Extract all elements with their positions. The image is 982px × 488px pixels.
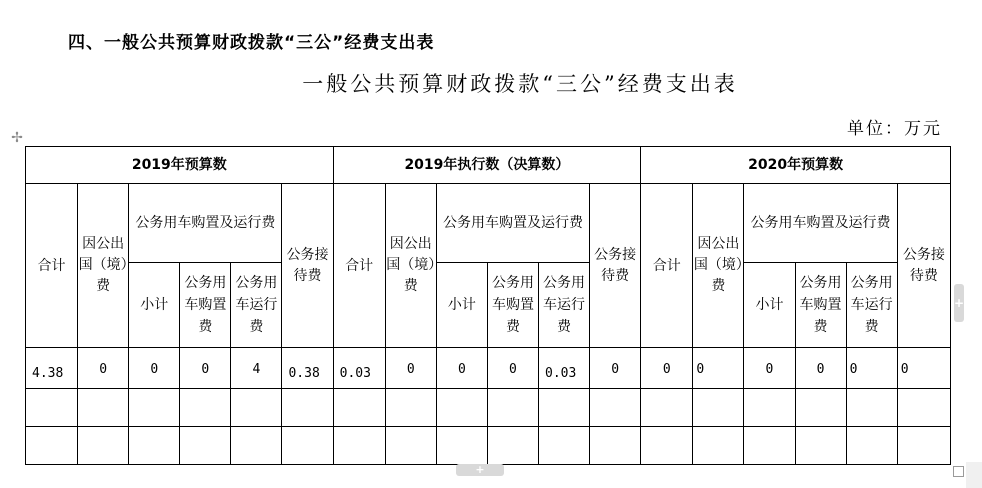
empty-cell[interactable] xyxy=(333,427,385,465)
cell-purchase[interactable]: 0 xyxy=(487,348,538,389)
empty-cell[interactable] xyxy=(744,427,795,465)
empty-cell[interactable] xyxy=(26,389,78,427)
group-header-2019-budget: 2019年预算数 xyxy=(26,147,334,184)
empty-cell[interactable] xyxy=(129,389,180,427)
col-operation: 公务用车运行费 xyxy=(539,263,590,348)
empty-cell[interactable] xyxy=(539,427,590,465)
empty-cell[interactable] xyxy=(693,427,744,465)
empty-cell[interactable] xyxy=(539,389,590,427)
empty-cell[interactable] xyxy=(590,389,641,427)
col-reception: 公务接待费 xyxy=(282,184,333,348)
empty-cell[interactable] xyxy=(333,389,385,427)
empty-cell[interactable] xyxy=(487,427,538,465)
cell-abroad[interactable]: 0 xyxy=(78,348,129,389)
col-purchase: 公务用车购置费 xyxy=(795,263,846,348)
col-operation: 公务用车运行费 xyxy=(231,263,282,348)
group-header-2020-budget: 2020年预算数 xyxy=(641,147,951,184)
add-row-handle-icon[interactable]: + xyxy=(456,464,504,476)
col-subtotal: 小计 xyxy=(744,263,795,348)
table-row xyxy=(26,389,951,427)
col-abroad: 因公出国（境）费 xyxy=(78,184,129,348)
column-subheader-row xyxy=(26,263,951,348)
empty-cell[interactable] xyxy=(897,427,950,465)
cell-total[interactable]: 4.38 xyxy=(26,348,78,389)
empty-cell[interactable] xyxy=(231,389,282,427)
empty-cell[interactable] xyxy=(26,427,78,465)
col-reception: 公务接待费 xyxy=(897,184,950,348)
cell-operation[interactable]: 4 xyxy=(231,348,282,389)
cell-operation[interactable]: 0 xyxy=(846,348,897,389)
col-vehicle: 公务用车购置及运行费 xyxy=(744,184,897,263)
empty-cell[interactable] xyxy=(282,427,333,465)
empty-cell[interactable] xyxy=(78,427,129,465)
col-vehicle: 公务用车购置及运行费 xyxy=(436,184,589,263)
cell-subtotal[interactable]: 0 xyxy=(436,348,487,389)
col-reception: 公务接待费 xyxy=(590,184,641,348)
empty-cell[interactable] xyxy=(846,389,897,427)
section-heading: 四、一般公共预算财政拨款“三公”经费支出表 xyxy=(68,33,435,53)
cell-abroad[interactable]: 0 xyxy=(385,348,436,389)
col-purchase: 公务用车购置费 xyxy=(487,263,538,348)
empty-cell[interactable] xyxy=(693,389,744,427)
cell-reception[interactable]: 0 xyxy=(897,348,950,389)
group-header-2019-actual: 2019年执行数（决算数） xyxy=(333,147,641,184)
empty-cell[interactable] xyxy=(385,427,436,465)
empty-cell[interactable] xyxy=(129,427,180,465)
col-total: 合计 xyxy=(641,184,693,348)
table-move-handle-icon[interactable]: ✢ xyxy=(11,130,23,146)
empty-cell[interactable] xyxy=(641,389,693,427)
column-header-row xyxy=(26,184,951,263)
empty-cell[interactable] xyxy=(795,427,846,465)
cell-reception[interactable]: 0.38 xyxy=(282,348,333,389)
cell-abroad[interactable]: 0 xyxy=(693,348,744,389)
col-subtotal: 小计 xyxy=(436,263,487,348)
empty-cell[interactable] xyxy=(744,389,795,427)
table-row xyxy=(26,348,951,389)
cell-total[interactable]: 0.03 xyxy=(333,348,385,389)
three-public-expenses-table xyxy=(25,146,951,465)
col-abroad: 因公出国（境）费 xyxy=(693,184,744,348)
empty-cell[interactable] xyxy=(641,427,693,465)
empty-cell[interactable] xyxy=(897,389,950,427)
empty-cell[interactable] xyxy=(231,427,282,465)
col-vehicle: 公务用车购置及运行费 xyxy=(129,184,282,263)
empty-cell[interactable] xyxy=(385,389,436,427)
cell-operation[interactable]: 0.03 xyxy=(539,348,590,389)
col-operation: 公务用车运行费 xyxy=(846,263,897,348)
empty-cell[interactable] xyxy=(846,427,897,465)
empty-cell[interactable] xyxy=(487,389,538,427)
col-abroad: 因公出国（境）费 xyxy=(385,184,436,348)
document-title: 一般公共预算财政拨款“三公”经费支出表 xyxy=(302,72,738,96)
empty-cell[interactable] xyxy=(590,427,641,465)
empty-cell[interactable] xyxy=(180,427,231,465)
cell-subtotal[interactable]: 0 xyxy=(744,348,795,389)
empty-cell[interactable] xyxy=(795,389,846,427)
empty-cell[interactable] xyxy=(78,389,129,427)
empty-cell[interactable] xyxy=(436,427,487,465)
unit-label: 单位：万元 xyxy=(847,119,942,139)
table-row xyxy=(26,427,951,465)
cell-subtotal[interactable]: 0 xyxy=(129,348,180,389)
add-column-handle-icon[interactable]: + xyxy=(954,284,964,322)
empty-cell[interactable] xyxy=(180,389,231,427)
col-total: 合计 xyxy=(333,184,385,348)
cell-purchase[interactable]: 0 xyxy=(795,348,846,389)
col-purchase: 公务用车购置费 xyxy=(180,263,231,348)
table-resize-handle-icon[interactable] xyxy=(953,466,964,477)
empty-cell[interactable] xyxy=(282,389,333,427)
group-header-row xyxy=(26,147,951,184)
cell-purchase[interactable]: 0 xyxy=(180,348,231,389)
cell-reception[interactable]: 0 xyxy=(590,348,641,389)
empty-cell[interactable] xyxy=(436,389,487,427)
col-subtotal: 小计 xyxy=(129,263,180,348)
scrollbar-corner xyxy=(966,462,982,488)
cell-total[interactable]: 0 xyxy=(641,348,693,389)
col-total: 合计 xyxy=(26,184,78,348)
